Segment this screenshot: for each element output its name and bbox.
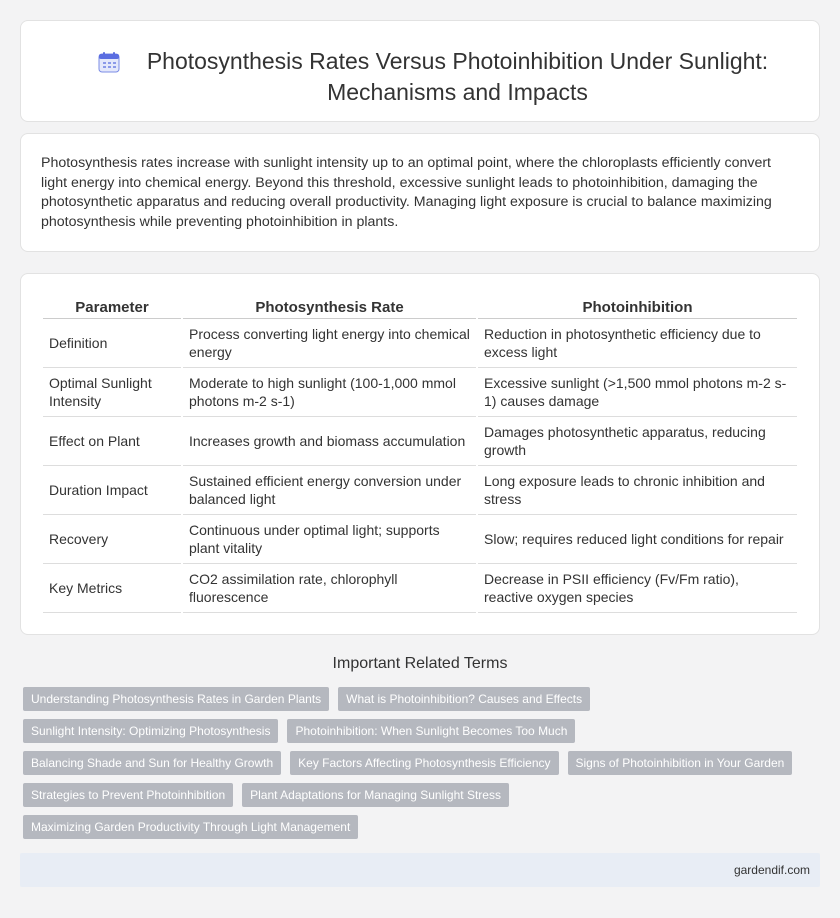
row-photoinhibition-value: Slow; requires reduced light conditions for repair	[478, 515, 797, 564]
title-card	[20, 20, 820, 122]
row-photoinhibition-value: Reduction in photosynthetic efficiency due to excess light	[478, 319, 797, 368]
header-photoinhibition: Photoinhibition	[478, 296, 797, 319]
related-terms-heading: Important Related Terms	[332, 655, 508, 672]
table-row	[43, 417, 797, 466]
intro-card	[20, 133, 820, 252]
related-term-link[interactable]: Strategies to Prevent Photoinhibition	[23, 783, 233, 807]
related-term-link[interactable]: Maximizing Garden Productivity Through Light Management	[23, 815, 358, 839]
header-photosynthesis-rate: Photosynthesis Rate	[183, 296, 476, 319]
table-row	[43, 466, 797, 515]
row-parameter: Definition	[43, 319, 181, 368]
table-row	[43, 319, 797, 368]
related-term-link[interactable]: Photoinhibition: When Sunlight Becomes Too Much	[287, 719, 575, 743]
related-terms-tags	[23, 687, 803, 847]
row-photosynthesis-value: Moderate to high sunlight (100-1,000 mmol photons m-2 s-1)	[183, 368, 476, 417]
related-term-link[interactable]: Balancing Shade and Sun for Healthy Growth	[23, 751, 281, 775]
row-photoinhibition-value: Long exposure leads to chronic inhibition and stress	[478, 466, 797, 515]
table-header-row	[43, 296, 797, 319]
related-term-link[interactable]: Plant Adaptations for Managing Sunlight Stress	[242, 783, 509, 807]
table-row	[43, 515, 797, 564]
tag-row	[23, 687, 803, 711]
row-photoinhibition-value: Damages photosynthetic apparatus, reducing growth	[478, 417, 797, 466]
related-term-link[interactable]: What is Photoinhibition? Causes and Effects	[338, 687, 590, 711]
row-parameter: Duration Impact	[43, 466, 181, 515]
comparison-table	[41, 296, 799, 613]
page-title: Photosynthesis Rates Versus Photoinhibition Under Sunlight: Mechanisms and Impacts	[146, 48, 769, 105]
related-term-link[interactable]: Understanding Photosynthesis Rates in Garden Plants	[23, 687, 329, 711]
row-parameter: Optimal Sunlight Intensity	[43, 368, 181, 417]
row-photosynthesis-value: Process converting light energy into chemical energy	[183, 319, 476, 368]
tag-row	[23, 719, 803, 743]
tag-row	[23, 815, 803, 839]
row-photosynthesis-value: Increases growth and biomass accumulation	[183, 417, 476, 466]
tag-row	[23, 783, 803, 807]
row-parameter: Recovery	[43, 515, 181, 564]
table-row	[43, 368, 797, 417]
row-photosynthesis-value: CO2 assimilation rate, chlorophyll fluorescence	[183, 564, 476, 613]
row-photosynthesis-value: Continuous under optimal light; supports plant vitality	[183, 515, 476, 564]
row-photoinhibition-value: Decrease in PSII efficiency (Fv/Fm ratio), reactive oxygen species	[478, 564, 797, 613]
tag-row	[23, 751, 803, 775]
table-row	[43, 564, 797, 613]
footer-site-name[interactable]: gardendif.com	[733, 863, 810, 877]
header-parameter: Parameter	[43, 296, 181, 319]
row-photosynthesis-value: Sustained efficient energy conversion under balanced light	[183, 466, 476, 515]
footer	[20, 853, 820, 887]
row-parameter: Effect on Plant	[43, 417, 181, 466]
related-term-link[interactable]: Sunlight Intensity: Optimizing Photosynthesis	[23, 719, 278, 743]
row-photoinhibition-value: Excessive sunlight (>1,500 mmol photons m-2 s-1) causes damage	[478, 368, 797, 417]
intro-paragraph: Photosynthesis rates increase with sunlight intensity up to an optimal point, where the chloroplasts efficiently convert light energy into chemical energy. Beyond this threshold, excessive sunlight leads to photoinhibition, damaging the photosynthetic apparatus and reducing overall productivity. Managing light exposure is crucial to balance maximizing photosynthesis while preventing photoinhibition in plants.	[41, 155, 772, 230]
row-parameter: Key Metrics	[43, 564, 181, 613]
related-term-link[interactable]: Key Factors Affecting Photosynthesis Efficiency	[290, 751, 558, 775]
comparison-table-card	[20, 273, 820, 635]
related-term-link[interactable]: Signs of Photoinhibition in Your Garden	[568, 751, 793, 775]
